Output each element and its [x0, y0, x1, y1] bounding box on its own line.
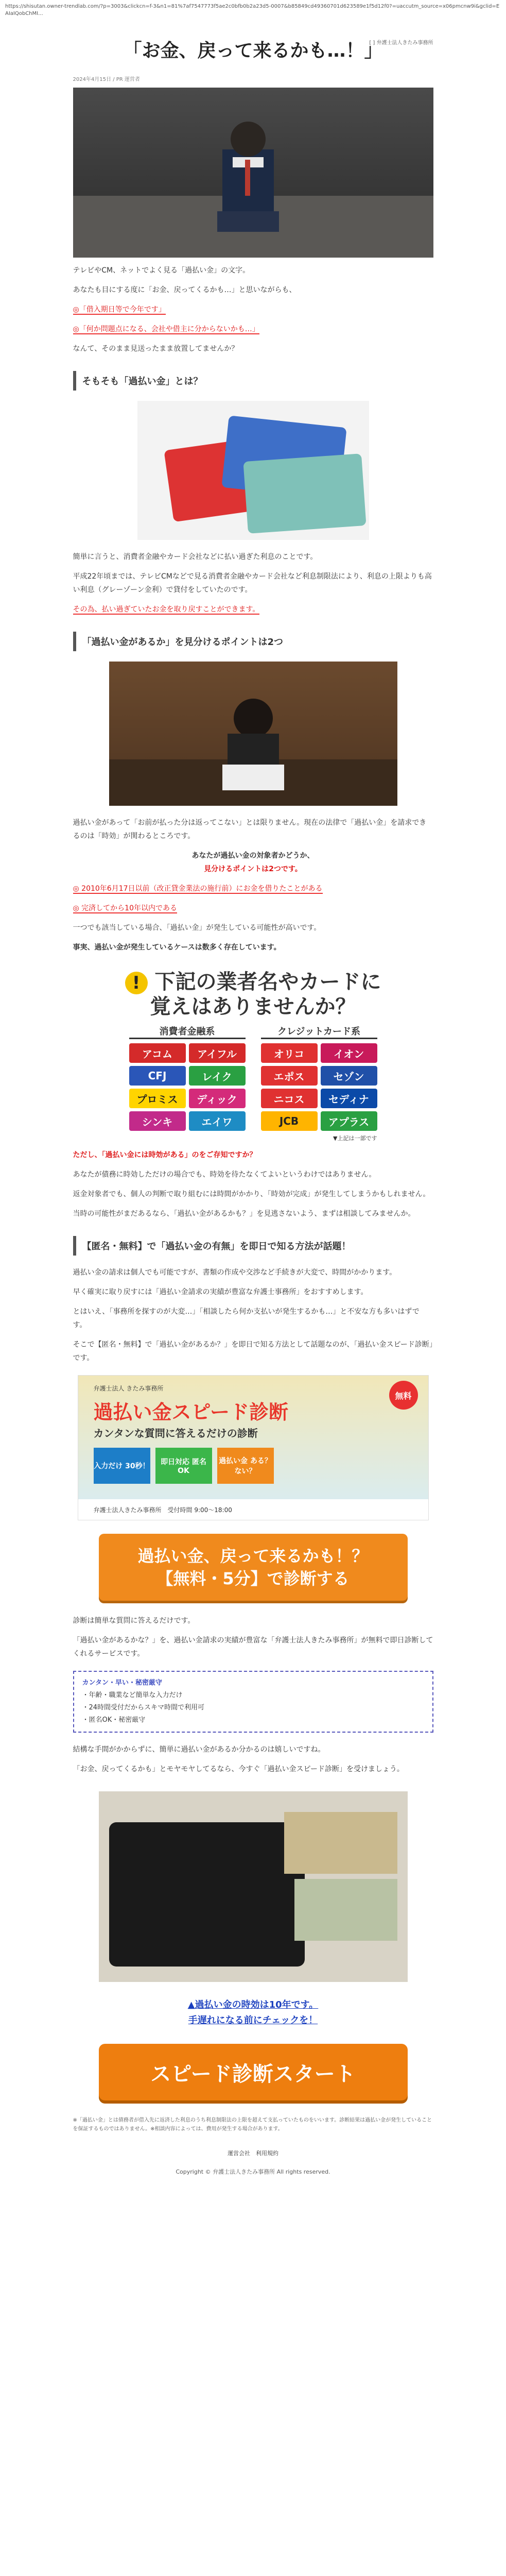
lender-list-heading [73, 970, 433, 1019]
notice-line1: ▲過払い金の時効は10年です。 [187, 1999, 319, 2010]
section1-p3: その為、払い過ぎていたお金を取り戻すことができます。 [73, 605, 260, 614]
intro-p2: あなたも目にする度に「お金、戻ってくるかも…」と思いながらも、 [73, 286, 296, 294]
section4-p3: とはいえ、「事務所を探すのが大変…」「相談したら何か支払いが発生するかも…」と不安な方も多いはずです。 [73, 1308, 420, 1329]
banner-feature-1: 入力だけ 30秒！ [94, 1448, 150, 1484]
lender-list-heading1: 下記の業者名やカードに [154, 970, 381, 994]
lender-grid [73, 1024, 433, 1142]
section5-p4: 「お金、戻ってくるかも」とモヤモヤしてるなら、今すぐ「過払い金スピード診断」を受けましょう。 [73, 1765, 404, 1773]
lender-tag: アコム [129, 1043, 186, 1063]
lender-tag: JCB [261, 1111, 318, 1131]
intro-q1: ◎「借入期日等で今年です」 [73, 306, 166, 314]
section2-p2: 一つでも該当している場合、「過払い金」が発生している可能性が高いです。 [73, 924, 321, 932]
page-title: 「お金、戻って来るかも…！」 [123, 40, 383, 61]
section5-p2: 「過払い金があるかな？」を、過払い金請求の実績が豊富な「弁護士法人きたみ事務所」が無料で即日診断してくれるサービスです。 [73, 1636, 433, 1658]
section1-p2: 平成22年頃までは、テレビCMなどで見る消費者金融やカード会社など利息制限法により、利息の上限よりも高い利息（グレーゾーン金利）で貸付をしていたのです。 [73, 572, 432, 594]
feature-item: ・年齢・職業など簡単な入力だけ [82, 1691, 183, 1699]
section4-p2: 早く確実に取り戻すには「過払い金請求の実績が豊富な弁護士事務所」をおすすめします。 [73, 1288, 368, 1296]
speed-diagnosis-start-button[interactable]: スピード診断スタート [99, 2044, 408, 2100]
section2-p3: 事実、過払い金が発生しているケースは数多く存在しています。 [73, 943, 281, 952]
intro-p1: テレビやCM、ネットでよく見る「過払い金」の文字。 [73, 266, 250, 275]
wallet-image [99, 1791, 408, 1982]
lender-tag: アプラス [321, 1111, 377, 1131]
free-badge: 無料 [389, 1381, 418, 1410]
credit-cards-image [137, 401, 369, 540]
section1-p1: 簡単に言うと、消費者金融やカード会社などに払い過ぎた利息のことです。 [73, 553, 318, 561]
section4-p1: 過払い金の請求は個人でも可能ですが、書類の作成や交渉など手続きが大変で、時間がかかります。 [73, 1268, 397, 1277]
diagnose-button-line2: 【無料・5分】で診断する [156, 1569, 350, 1588]
notice-line2: 手遅れになる前にチェックを！ [188, 2015, 318, 2026]
section2-point2: ◎ 完済してから10年以内である [73, 904, 177, 912]
section4-p4: そこで【匿名・無料】で「過払い金があるか？」を即日で知る方法として話題なのが、「過払い金スピード診断」です。 [73, 1341, 433, 1362]
exclamation-icon: ! [125, 972, 148, 994]
section2-heading: 「過払い金があるか」を見分けるポイントは2つ [73, 632, 433, 651]
address-bar[interactable]: https://shisutan.owner-trendlab.com/?p=3003&clickcn=f-3&n1=81%7af7547773f5ae2c0bfb0b2a23d5-0007&b85849cd49360701d623589e1f5d12f0?=uaccutm_source=x06pmcnw9i&gclid=EAIaIQobChMI... [0, 0, 506, 21]
consumer-finance-title: 消費者金融系 [129, 1024, 246, 1039]
feature-item: ・24時間受付だからスキマ時間で利用可 [82, 1704, 205, 1711]
section2-center2: 見分けるポイントは2つです。 [204, 865, 302, 873]
lender-tag: シンキ [129, 1111, 186, 1131]
worried-man-illustration [197, 103, 300, 237]
lender-tag: エイワ [189, 1111, 246, 1131]
intro-q2: ◎「何か問題点になる、会社や借主に分からないかも…」 [73, 325, 259, 333]
section1-heading: そもそも「過払い金」とは？ [73, 371, 433, 391]
banner-feature-3: 過払い金 ある？ ない？ [217, 1448, 274, 1484]
time-limit-notice[interactable] [73, 1997, 433, 2028]
hero-image [73, 88, 433, 258]
banner-feature-2: 即日対応 匿名OK [155, 1448, 212, 1484]
diagnose-button[interactable] [99, 1534, 408, 1601]
features-title: カンタン・早い・秘密厳守 [82, 1679, 162, 1687]
section3-p2: あなたが債務に時効しただけの場合でも、時効を待たなくてよいというわけではありません。 [73, 1171, 376, 1179]
consumer-finance-column [129, 1024, 246, 1142]
lender-list-note: ▼上記は一部です [333, 1135, 377, 1142]
disclaimer: ※「過払い金」とは債務者が借入先に返済した利息のうち利息制限法の上限を超えて支払っていたものをいいます。診断結果は過払い金が発生していることを保証するものではありません。※相談内容によっては、費用が発生する場合があります。 [73, 2117, 432, 2132]
banner-tel: 弁護士法人きたみ事務所 受付時間 9:00〜18:00 [78, 1499, 428, 1520]
lender-list-heading2: 覚えはありませんか？ [150, 995, 356, 1019]
section3-p4: 当時の可能性がまだあるなら、「過払い金があるかも？」を見逃さないよう、まずは相談してみませんか。 [73, 1210, 415, 1218]
section5-p3: 結構な手間がかからずに、簡単に過払い金があるか分かるのは嬉しいですね。 [73, 1745, 325, 1754]
banner-title: 過払い金スピード診断 [93, 1401, 288, 1423]
credit-card-column [261, 1024, 377, 1142]
banner-sub: カンタンな質問に答えるだけの診断 [93, 1427, 258, 1439]
lender-tag: セディナ [321, 1089, 377, 1108]
lender-tag: CFJ [129, 1066, 186, 1086]
copyright: Copyright © 弁護士法人きたみ事務所 All rights reserved. [176, 2168, 330, 2175]
diagnose-button-line1: 過払い金、戻って来るかも！？ [137, 1546, 369, 1566]
site-label: [ ] 弁護士法人きたみ事務所 [369, 40, 433, 46]
section2-center1: あなたが過払い金の対象者かどうか、 [191, 852, 315, 860]
feature-item: ・匿名OK・秘密厳守 [82, 1716, 146, 1724]
lender-tag: プロミス [129, 1089, 186, 1108]
consultant-image [109, 662, 397, 806]
lender-tag: アイフル [189, 1043, 246, 1063]
speed-diagnosis-banner[interactable] [78, 1375, 429, 1520]
lender-tag: オリコ [261, 1043, 318, 1063]
section2-p1: 過払い金があって「お前が払った分は返ってこない」とは限りません。現在の法律で「過払い金」を請求できるのは「時効」が関わるところです。 [73, 819, 427, 840]
features-box [73, 1671, 433, 1733]
credit-card-title: クレジットカード系 [261, 1024, 377, 1039]
section3-p1: ただし、「過払い金には時効がある」のをご存知ですか？ [73, 1151, 257, 1159]
banner-office: 弁護士法人 きたみ事務所 [93, 1385, 164, 1392]
section5-p1: 診断は簡単な質問に答えるだけです。 [73, 1617, 195, 1625]
lender-tag: レイク [189, 1066, 246, 1086]
section2-point1: ◎ 2010年6月17日以前（改正貸金業法の施行前）にお金を借りたことがある [73, 885, 323, 893]
lender-tag: セゾン [321, 1066, 377, 1086]
lender-tag: エポス [261, 1066, 318, 1086]
section3-p3: 返金対象者でも、個人の判断で取り組むには時間がかかり、「時効が完成」が発生してしまうかもしれません。 [73, 1190, 430, 1198]
post-meta: 2024年4月15日 / PR 運営者 [73, 77, 140, 82]
article [73, 36, 433, 2176]
lender-tag: ニコス [261, 1089, 318, 1108]
section4-heading: 【匿名・無料】で「過払い金の有無」を即日で知る方法が話題！ [73, 1236, 433, 1256]
footer-links[interactable]: 運営会社 利用規約 [228, 2150, 278, 2157]
intro-p3: なんて、そのまま見送ったまま放置してませんか？ [73, 345, 239, 353]
lender-tag: イオン [321, 1043, 377, 1063]
lender-tag: ディック [189, 1089, 246, 1108]
